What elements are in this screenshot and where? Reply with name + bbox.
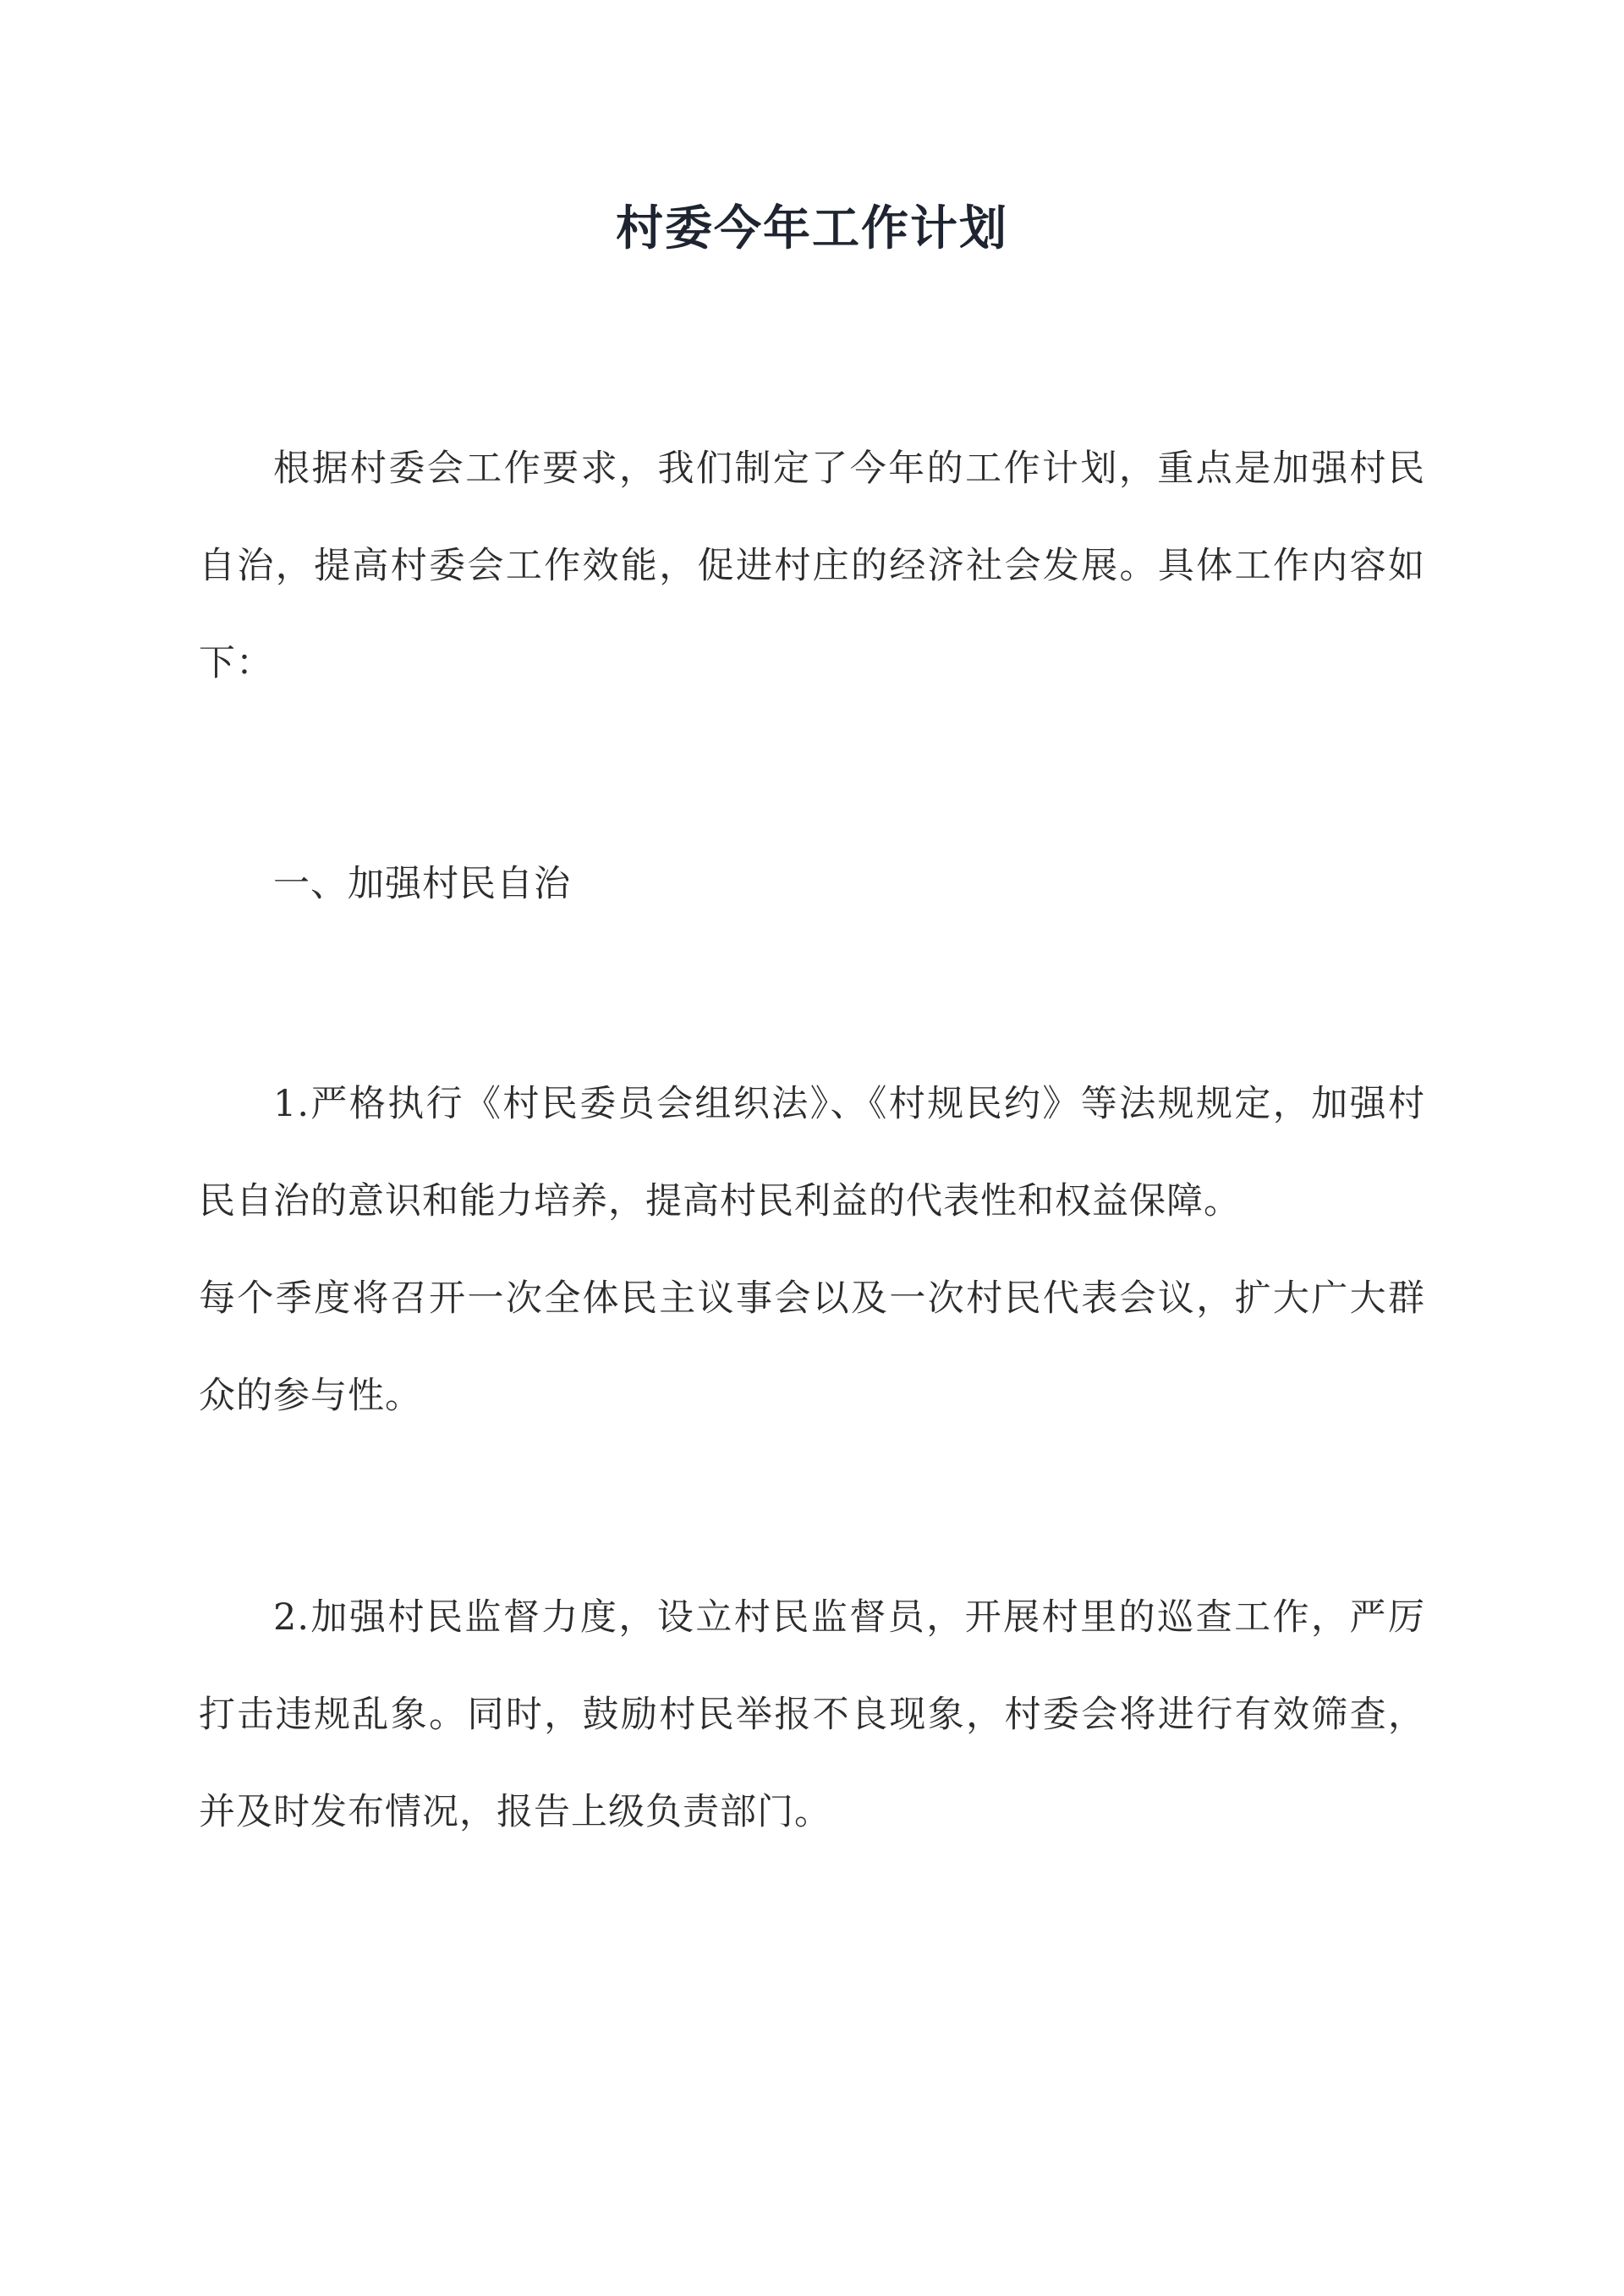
intro-paragraph: 根据村委会工作要求，我们制定了今年的工作计划，重点是加强村民自治，提高村委会工作效能，促进村庄的经济社会发展。具体工作内容如下： <box>199 448 1425 684</box>
document-title: 村委今年工作计划 <box>616 200 1008 256</box>
section-item-1-continuation: 每个季度将召开一次全体民主议事会以及一次村民代表会议，扩大广大群众的参与性。 <box>199 1277 1425 1417</box>
section-item-1: 1.严格执行《村民委员会组织法》、《村规民约》等法规规定，加强村民自治的意识和能力培养，提高村民利益的代表性和权益保障。 <box>199 1083 1425 1222</box>
section-item-2: 2.加强村民监督力度，设立村民监督员，开展村里的巡查工作，严厉打击违规乱象。同时，鼓励村民举报不良现象，村委会将进行有效筛查，并及时发布情况，报告上级负责部门。 <box>199 1596 1425 1833</box>
section-heading: 一、加强村民自治 <box>273 863 571 905</box>
